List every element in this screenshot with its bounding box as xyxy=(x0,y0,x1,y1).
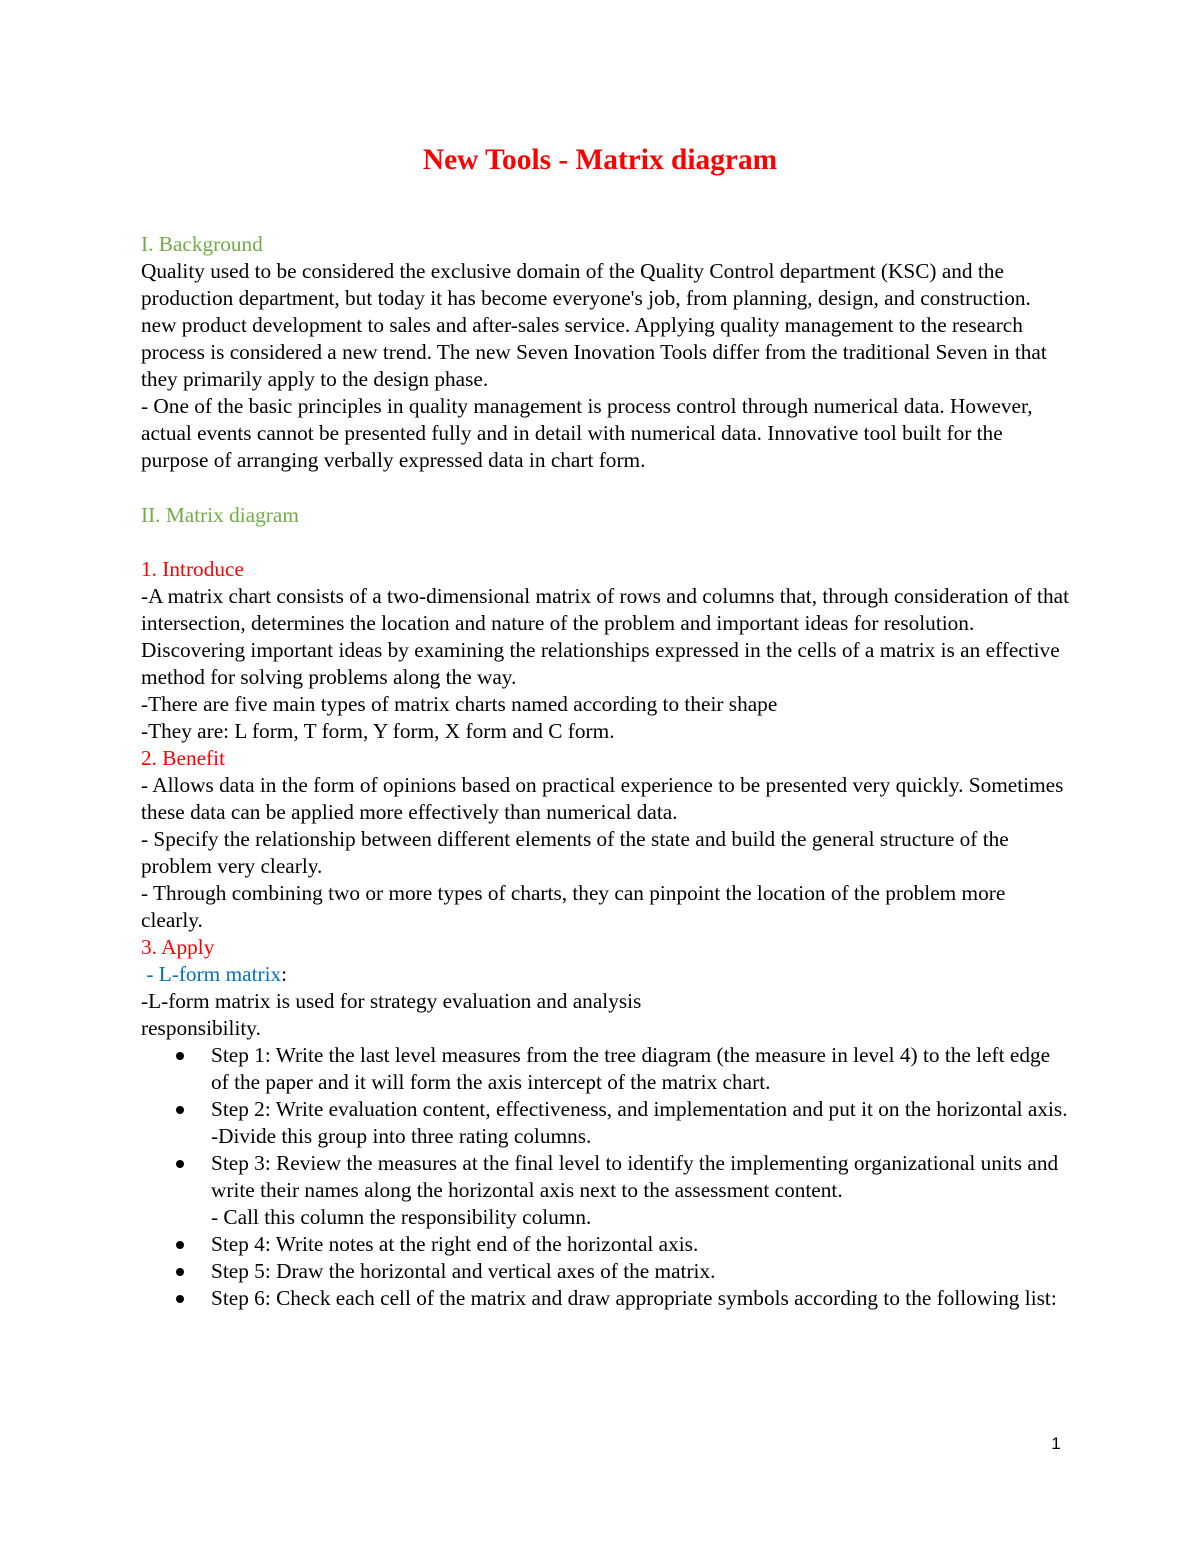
step-3-note: - Call this column the responsibility column. xyxy=(211,1205,592,1229)
list-item-step-4 xyxy=(141,1231,1071,1258)
section-background xyxy=(141,231,1071,474)
step-2-note: -Divide this group into three rating columns. xyxy=(211,1124,592,1148)
list-item-step-2 xyxy=(141,1096,1071,1150)
background-paragraph-1: Quality used to be considered the exclusive domain of the Quality Control department (KSC) and the production department, but today it has become everyone's job, from planning, design, and construction. new product development to sales and after-sales service. Applying quality management to the research process is considered a new trend. The new Seven Inovation Tools differ from the traditional Seven in that they primarily apply to the design phase. xyxy=(141,259,1047,391)
step-5-text: Step 5: Draw the horizontal and vertical axes of the matrix. xyxy=(211,1259,716,1283)
step-2-text: Step 2: Write evaluation content, effectiveness, and implementation and put it on the horizontal axis. xyxy=(211,1097,1068,1121)
step-6-text: Step 6: Check each cell of the matrix and draw appropriate symbols according to the following list: xyxy=(211,1286,1057,1310)
page-title: New Tools - Matrix diagram xyxy=(422,144,778,176)
list-item-step-3 xyxy=(141,1150,1071,1231)
page-number: 1 xyxy=(1051,1434,1061,1453)
list-item-step-5 xyxy=(141,1258,1071,1285)
benefit-paragraph-2: - Specify the relationship between different elements of the state and build the general structure of the problem very clearly. xyxy=(141,827,1009,878)
step-4-text: Step 4: Write notes at the right end of the horizontal axis. xyxy=(211,1232,699,1256)
subheading-benefit: 2. Benefit xyxy=(141,746,225,770)
benefit-paragraph-3: - Through combining two or more types of charts, they can pinpoint the location of the problem more clearly. xyxy=(141,881,1006,932)
lform-matrix-label: - L-form matrix xyxy=(141,962,282,986)
lform-heading-line xyxy=(141,961,1071,988)
introduce-paragraph-1: -A matrix chart consists of a two-dimensional matrix of rows and columns that, through consideration of that intersection, determines the location and nature of the problem and important ideas for resolution. Discovering important ideas by examining the relationships expressed in the cells of a matrix is an effective method for solving problems along the way. xyxy=(141,584,1069,689)
lform-matrix-colon: : xyxy=(281,962,288,986)
section-heading-background: I. Background xyxy=(141,232,263,256)
subheading-apply: 3. Apply xyxy=(141,935,215,959)
list-item-step-6 xyxy=(141,1285,1071,1312)
list-item-step-1 xyxy=(141,1042,1071,1096)
subheading-introduce: 1. Introduce xyxy=(141,557,244,581)
lform-description-2: responsibility. xyxy=(141,1016,261,1040)
introduce-paragraph-2: -There are five main types of matrix charts named according to their shape xyxy=(141,692,778,716)
section-matrix-diagram xyxy=(141,502,1071,1312)
benefit-paragraph-1: - Allows data in the form of opinions based on practical experience to be presented very quickly. Sometimes these data can be applied more effectively than numerical data. xyxy=(141,773,1064,824)
background-paragraph-2: - One of the basic principles in quality management is process control through numerical data. However, actual events cannot be presented fully and in detail with numerical data. Innovative tool built for the purpose of arranging verbally expressed data in chart form. xyxy=(141,394,1033,472)
steps-list xyxy=(141,1042,1071,1312)
section-heading-matrix-diagram: II. Matrix diagram xyxy=(141,503,299,527)
step-1-text: Step 1: Write the last level measures from the tree diagram (the measure in level 4) to the left edge of the paper and it will form the axis intercept of the matrix chart. xyxy=(211,1043,1051,1094)
introduce-paragraph-3: -They are: L form, T form, Y form, X form and C form. xyxy=(141,719,615,743)
step-3-text: Step 3: Review the measures at the final level to identify the implementing organizational units and write their names along the horizontal axis next to the assessment content. xyxy=(211,1151,1059,1202)
lform-description-1: -L-form matrix is used for strategy evaluation and analysis xyxy=(141,989,642,1013)
